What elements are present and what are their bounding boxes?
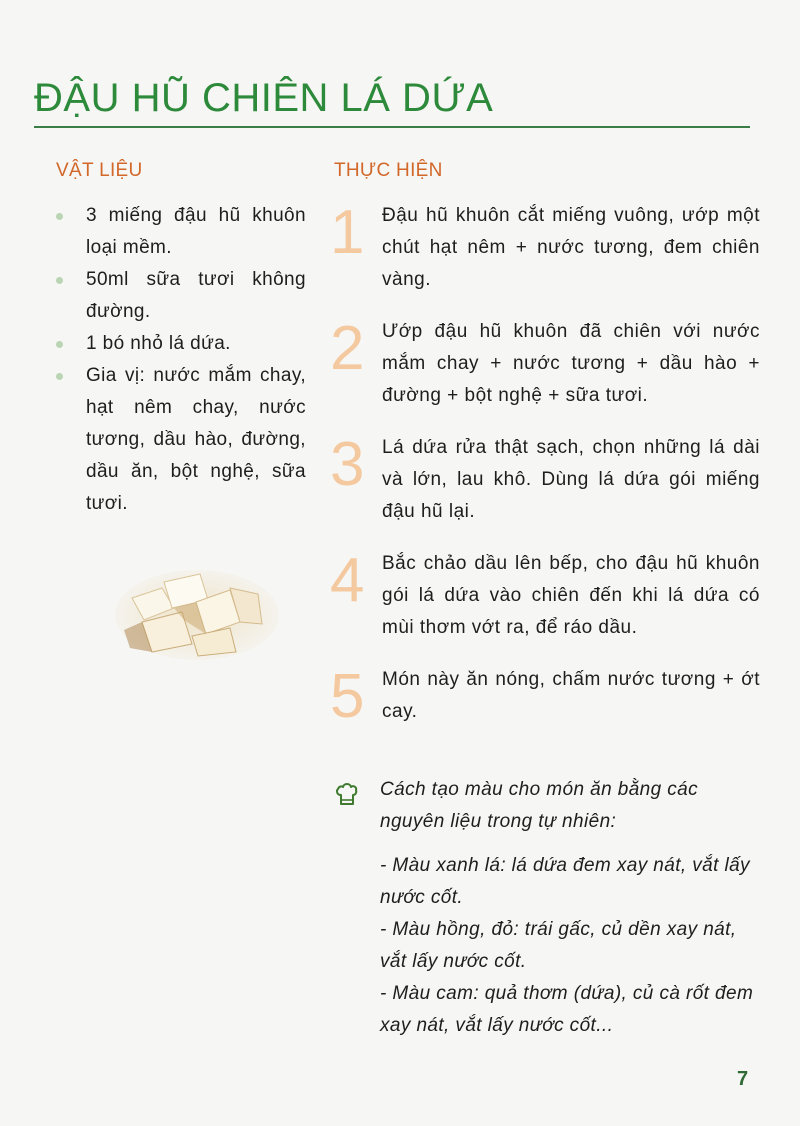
step-number: 2 <box>330 314 365 383</box>
title-divider <box>34 126 750 128</box>
step-text: Món này ăn nóng, chấm nước tương + ớt cay. <box>382 669 760 722</box>
tip-item: - Màu cam: quả thơm (dứa), củ cà rốt đem xay nát, vắt lấy nước cốt... <box>380 983 754 1036</box>
step-number: 1 <box>330 198 365 267</box>
ingredient-item <box>56 328 306 360</box>
page-number: 7 <box>737 1068 749 1090</box>
tip-item: - Màu hồng, đỏ: trái gấc, củ dền xay nát, vắt lấy nước cốt. <box>380 919 737 972</box>
ingredient-text: 50ml sữa tươi không đường. <box>86 269 306 322</box>
tip-item: - Màu xanh lá: lá dứa đem xay nát, vắt lấy nước cốt. <box>380 855 750 908</box>
ingredient-item <box>56 264 306 328</box>
step-text: Bắc chảo dầu lên bếp, cho đậu hũ khuôn gói lá dứa vào chiên đến khi lá dứa có mùi thơm vớt ra, để ráo dầu. <box>382 553 760 638</box>
bullet-icon <box>56 341 63 348</box>
ingredient-item <box>56 200 306 264</box>
step-4 <box>330 548 760 644</box>
ingredients-heading: VẬT LIỆU <box>56 160 143 181</box>
step-5 <box>330 662 760 731</box>
step-number: 5 <box>330 662 365 731</box>
step-1 <box>330 200 760 296</box>
tip-list <box>334 850 754 1042</box>
ingredients-list <box>56 200 306 520</box>
step-2 <box>330 316 760 412</box>
ingredient-text: 3 miếng đậu hũ khuôn loại mềm. <box>86 205 306 258</box>
cooking-tip <box>334 774 754 1042</box>
ingredient-text: 1 bó nhỏ lá dứa. <box>86 333 231 354</box>
recipe-title: ĐẬU HŨ CHIÊN LÁ DỨA <box>34 76 494 120</box>
chef-hat-icon <box>334 780 360 806</box>
step-text: Lá dứa rửa thật sạch, chọn những lá dài và lớn, lau khô. Dùng lá dứa gói miếng đậu hũ lại. <box>382 437 760 522</box>
bullet-icon <box>56 373 63 380</box>
method-steps <box>330 200 760 748</box>
bullet-icon <box>56 213 63 220</box>
ingredient-item <box>56 360 306 520</box>
step-3 <box>330 432 760 528</box>
tofu-image <box>112 560 282 660</box>
step-text: Ướp đậu hũ khuôn đã chiên với nước mắm chay + nước tương + dầu hào + đường + bột nghệ + sữa tươi. <box>382 321 760 406</box>
method-heading: THỰC HIỆN <box>334 160 443 181</box>
step-number: 3 <box>330 430 365 499</box>
step-text: Đậu hũ khuôn cắt miếng vuông, ướp một chút hạt nêm + nước tương, đem chiên vàng. <box>382 205 760 290</box>
step-number: 4 <box>330 546 365 615</box>
tip-title: Cách tạo màu cho món ăn bằng các nguyên liệu trong tự nhiên: <box>380 779 699 832</box>
bullet-icon <box>56 277 63 284</box>
ingredient-text: Gia vị: nước mắm chay, hạt nêm chay, nước tương, dầu hào, đường, dầu ăn, bột nghệ, sữa tươi. <box>86 365 306 514</box>
